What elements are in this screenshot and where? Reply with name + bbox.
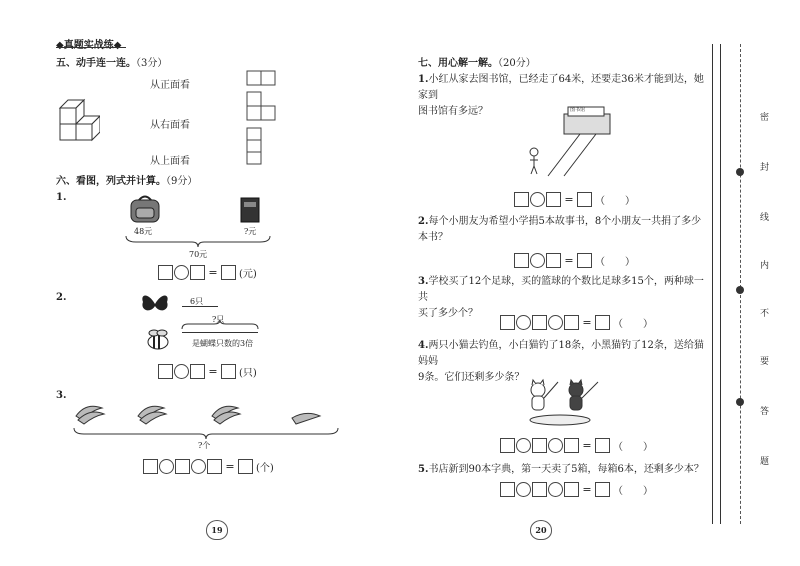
unit-paren: （ ） bbox=[613, 442, 653, 453]
answer-box[interactable] bbox=[500, 482, 515, 497]
butterfly-count-label: 6只 bbox=[190, 297, 204, 306]
answer-box[interactable] bbox=[577, 253, 592, 268]
library-road-figure bbox=[520, 104, 616, 178]
unit-label: (元) bbox=[239, 269, 257, 280]
binding-dot bbox=[736, 168, 744, 176]
header-banner: ◆真题实战练◆ bbox=[56, 40, 122, 51]
q1-total-brace bbox=[124, 234, 272, 248]
answer-box[interactable] bbox=[143, 459, 158, 474]
bee-unknown-label: ?只 bbox=[212, 315, 225, 324]
operator-circle[interactable] bbox=[548, 482, 563, 497]
seal-line bbox=[740, 44, 741, 524]
answer-box[interactable] bbox=[546, 253, 561, 268]
margin-char: 要 bbox=[760, 357, 770, 367]
answer-box[interactable] bbox=[238, 459, 253, 474]
cats-fishing-figure bbox=[518, 376, 604, 428]
section6-score: （9分） bbox=[166, 176, 198, 187]
margin-char: 答 bbox=[760, 407, 770, 417]
margin-char: 不 bbox=[760, 309, 770, 319]
answer-box[interactable] bbox=[190, 364, 205, 379]
answer-box[interactable] bbox=[190, 265, 205, 280]
answer-box[interactable] bbox=[595, 438, 610, 453]
left-page-number: 19 bbox=[206, 520, 228, 540]
binding-line-inner bbox=[720, 44, 721, 524]
right-page-number: 20 bbox=[530, 520, 552, 540]
answer-box[interactable] bbox=[221, 364, 236, 379]
answer-box[interactable] bbox=[514, 192, 529, 207]
s7-q2-line1: 每个小朋友为希望小学捐5本故事书，8个小朋友一共捐了多少 bbox=[428, 216, 702, 227]
s7-q1-line2: 图书馆有多远？ bbox=[418, 106, 488, 117]
equals-sign: = bbox=[582, 439, 592, 452]
operator-circle[interactable] bbox=[516, 438, 531, 453]
s7-q1-number: 1. bbox=[418, 74, 429, 85]
s7-q2-equation bbox=[514, 253, 636, 268]
unit-paren: （ ） bbox=[613, 486, 653, 497]
answer-box[interactable] bbox=[175, 459, 190, 474]
s7-q1-line1: 小红从家去图书馆，已经走了64米，还要走36米才能到达，她家到 bbox=[418, 74, 704, 101]
s7-q4-number: 4. bbox=[418, 340, 429, 351]
s6-q2-number: 2. bbox=[56, 292, 67, 303]
s7-q2-line2: 本书？ bbox=[418, 232, 448, 243]
section5-score: （3分） bbox=[136, 58, 168, 69]
view-right-label: 从右面看 bbox=[150, 120, 190, 131]
operator-circle[interactable] bbox=[159, 459, 174, 474]
s7-q3-line2: 买了多少个？ bbox=[418, 308, 478, 319]
answer-box[interactable] bbox=[564, 438, 579, 453]
backpack-icon bbox=[128, 194, 162, 224]
margin-char: 线 bbox=[760, 213, 770, 223]
answer-box[interactable] bbox=[500, 315, 515, 330]
bee-brace bbox=[180, 320, 260, 330]
header-underline bbox=[56, 47, 126, 48]
operator-circle[interactable] bbox=[191, 459, 206, 474]
q3-total-brace bbox=[72, 426, 342, 440]
unit-label: (个) bbox=[256, 463, 274, 474]
answer-box[interactable] bbox=[207, 459, 222, 474]
s7-q4-line1: 两只小猫去钓鱼，小白猫钓了18条，小黑猫钓了12条，送给猫妈妈 bbox=[418, 340, 704, 367]
unit-paren: （ ） bbox=[613, 319, 653, 330]
s7-q5-line1: 书店新到90本字典，第一天卖了5箱，每箱6本，还剩多少本？ bbox=[428, 464, 704, 475]
section6-heading bbox=[56, 172, 197, 187]
bee-note-label: 是蝴蝶只数的3倍 bbox=[192, 339, 254, 348]
price-bag-label: 48元 bbox=[134, 227, 153, 236]
binding-dot bbox=[736, 286, 744, 294]
s7-q4-equation bbox=[500, 438, 654, 453]
equals-sign: = bbox=[564, 193, 574, 206]
s6-q1-equation bbox=[158, 265, 258, 280]
binding-line-outer bbox=[712, 44, 713, 524]
s7-q3-line1: 学校买了12个足球，买的篮球的个数比足球多15个，两种球一共 bbox=[418, 276, 704, 303]
operator-circle[interactable] bbox=[516, 482, 531, 497]
s6-q2-equation bbox=[158, 364, 258, 379]
section7-score: （20分） bbox=[498, 58, 536, 69]
view-front-label: 从正面看 bbox=[150, 80, 190, 91]
answer-box[interactable] bbox=[514, 253, 529, 268]
equals-sign: = bbox=[582, 316, 592, 329]
section5-title: 五、动手连一连。 bbox=[56, 58, 136, 69]
operator-circle[interactable] bbox=[174, 364, 189, 379]
equals-sign: = bbox=[225, 460, 235, 473]
s7-q2-text bbox=[418, 214, 708, 246]
s7-q5-number: 5. bbox=[418, 464, 429, 475]
equals-sign: = bbox=[208, 365, 218, 378]
section7-heading bbox=[418, 54, 536, 69]
butterfly-icon bbox=[140, 292, 170, 316]
operator-circle[interactable] bbox=[516, 315, 531, 330]
s7-q3-number: 3. bbox=[418, 276, 429, 287]
answer-box[interactable] bbox=[595, 315, 610, 330]
operator-circle[interactable] bbox=[174, 265, 189, 280]
margin-char: 封 bbox=[760, 163, 770, 173]
section5-heading bbox=[56, 54, 167, 69]
s7-q3-equation bbox=[500, 315, 654, 330]
answer-box[interactable] bbox=[564, 482, 579, 497]
total-label: 70元 bbox=[189, 250, 208, 259]
answer-box[interactable] bbox=[532, 482, 547, 497]
banana-icon bbox=[76, 406, 104, 424]
answer-box[interactable] bbox=[158, 265, 173, 280]
bee-segment bbox=[182, 332, 258, 333]
binding-dot bbox=[736, 398, 744, 406]
operator-circle[interactable] bbox=[548, 315, 563, 330]
answer-box[interactable] bbox=[564, 315, 579, 330]
s7-q5-text bbox=[418, 462, 708, 478]
answer-box[interactable] bbox=[532, 438, 547, 453]
book-icon bbox=[238, 196, 262, 224]
s6-q1-number: 1. bbox=[56, 192, 67, 203]
library-sign: 图书馆 bbox=[570, 107, 586, 113]
s7-q2-number: 2. bbox=[418, 216, 429, 227]
operator-circle[interactable] bbox=[530, 253, 545, 268]
s7-q4-line2: 9条。它们还剩多少条？ bbox=[418, 372, 525, 383]
margin-char: 内 bbox=[760, 261, 770, 271]
s7-q1-equation bbox=[514, 192, 636, 207]
answer-box[interactable] bbox=[532, 315, 547, 330]
cube-stack-figure bbox=[58, 88, 100, 144]
unit-label: (只) bbox=[239, 368, 257, 379]
answer-box[interactable] bbox=[546, 192, 561, 207]
section7-title: 七、用心解一解。 bbox=[418, 58, 498, 69]
margin-char: 密 bbox=[760, 113, 770, 123]
s6-q3-number: 3. bbox=[56, 390, 67, 401]
equals-sign: = bbox=[582, 483, 592, 496]
q3-unknown-label: ?个 bbox=[198, 441, 211, 450]
view-options-figures bbox=[246, 70, 280, 166]
operator-circle[interactable] bbox=[548, 438, 563, 453]
bee-icon bbox=[142, 328, 172, 352]
s6-q3-equation bbox=[143, 459, 275, 474]
equals-sign: = bbox=[564, 254, 574, 267]
answer-box[interactable] bbox=[577, 192, 592, 207]
answer-box[interactable] bbox=[595, 482, 610, 497]
banana-bunches-figure bbox=[72, 398, 342, 428]
price-book-label: ?元 bbox=[244, 227, 257, 236]
operator-circle[interactable] bbox=[530, 192, 545, 207]
butterfly-segment bbox=[182, 306, 218, 307]
s7-q5-equation bbox=[500, 482, 654, 497]
unit-paren: （ ） bbox=[595, 257, 635, 268]
answer-box[interactable] bbox=[158, 364, 173, 379]
answer-box[interactable] bbox=[500, 438, 515, 453]
view-top-label: 从上面看 bbox=[150, 156, 190, 167]
answer-box[interactable] bbox=[221, 265, 236, 280]
equals-sign: = bbox=[208, 266, 218, 279]
margin-char: 题 bbox=[760, 457, 770, 467]
unit-paren: （ ） bbox=[595, 196, 635, 207]
section6-title: 六、看图，列式并计算。 bbox=[56, 176, 166, 187]
